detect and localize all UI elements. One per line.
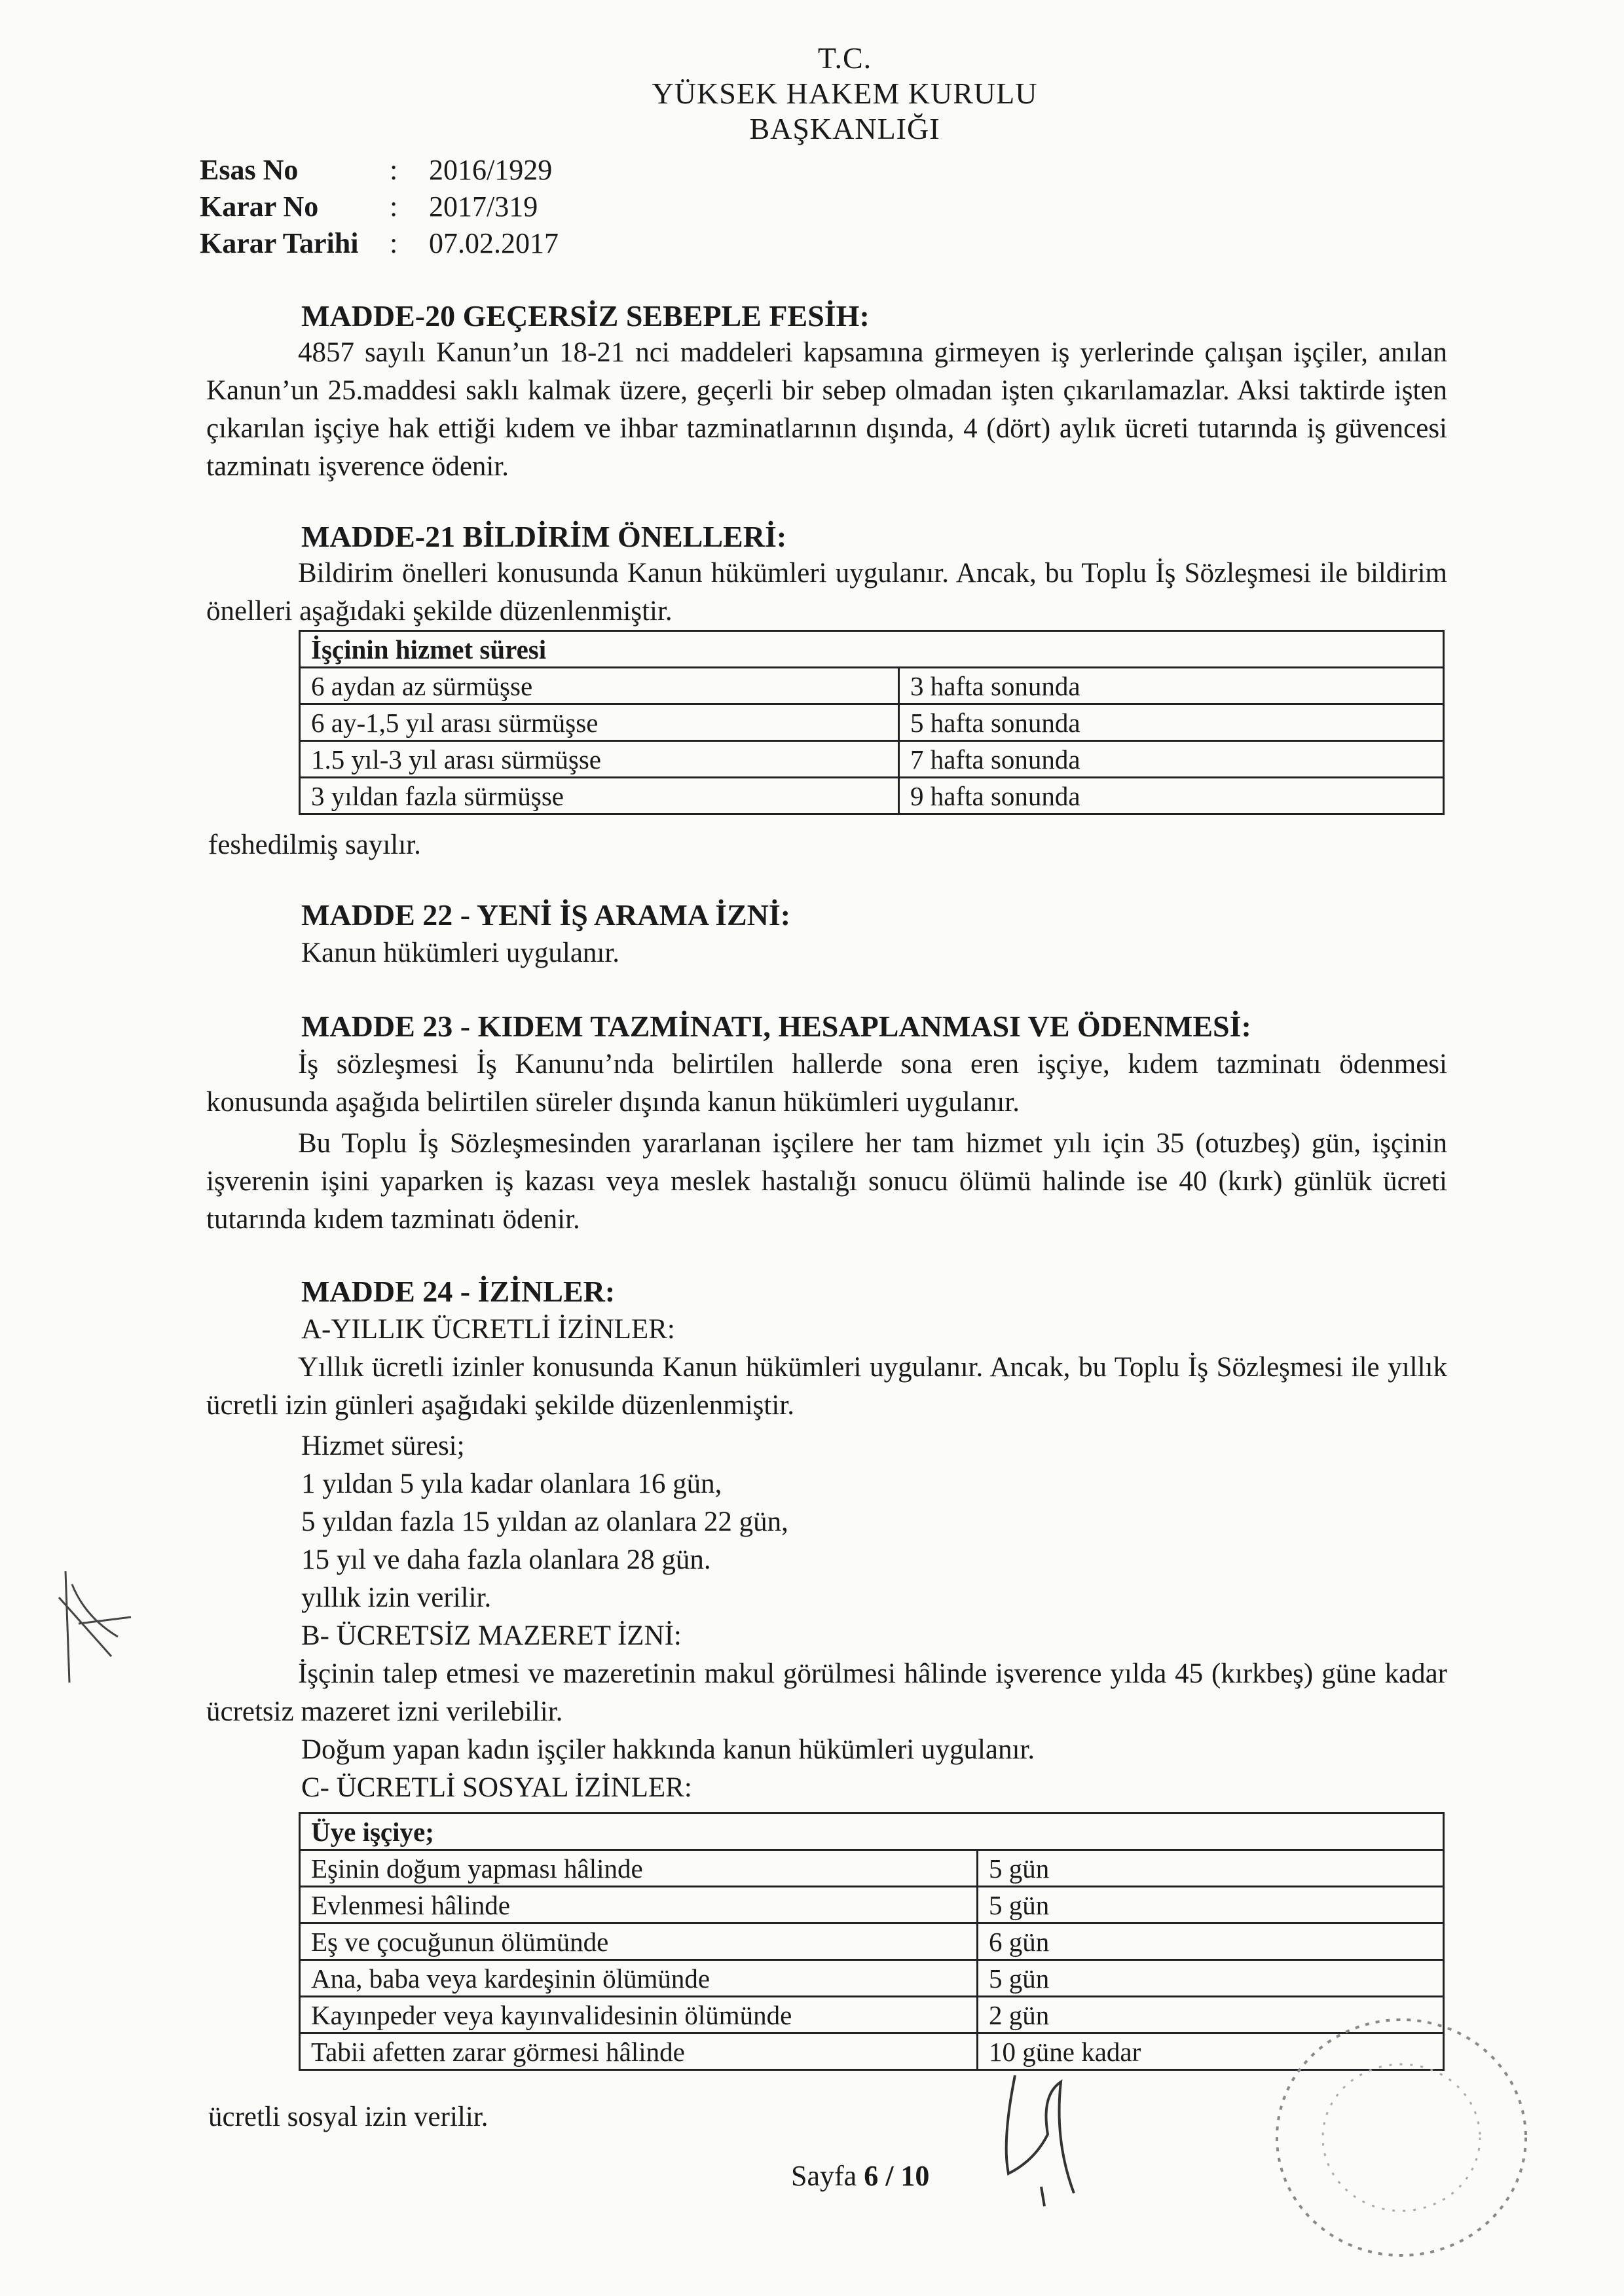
page-number: Sayfa 6 / 10	[791, 2160, 930, 2192]
service-duration-cell: 3 yıldan fazla sürmüşse	[300, 778, 899, 814]
notice-period-cell: 7 hafta sonunda	[899, 741, 1444, 778]
table-header-row	[300, 631, 1444, 668]
service-duration-cell: 6 aydan az sürmüşse	[300, 668, 899, 704]
leave-days-cell: 6 gün	[978, 1923, 1444, 1960]
article-20-title: MADDE-20 GEÇERSİZ SEBEPLE FESİH:	[301, 299, 870, 333]
notice-period-cell: 3 hafta sonunda	[899, 668, 1444, 704]
leave-reason-cell: Eş ve çocuğunun ölümünde	[300, 1923, 978, 1960]
meta-karar-no: Karar No : 2017/319	[200, 191, 538, 223]
table-row	[300, 1960, 1444, 1997]
unpaid-leave-text: İşçinin talep etmesi ve mazeretinin makul görülmesi hâlinde işverence yılda 45 (kırkbeş) güne kadar ücretsiz mazeret izni verilebilir.	[206, 1658, 1447, 1727]
notice-period-table	[299, 630, 1445, 815]
case-meta	[200, 152, 559, 262]
annual-leave-text: Yıllık ücretli izinler konusunda Kanun hükümleri uygulanır. Ancak, bu Toplu İş Sözleşmesi ile yıllık ücretli izin günleri aşağıdaki şekilde düzenlenmiştir.	[206, 1352, 1447, 1421]
article-21-after: feshedilmiş sayılır.	[208, 829, 421, 860]
article-22-text: Kanun hükümleri uygulanır.	[301, 938, 620, 968]
header-line-1: T.C.	[817, 41, 872, 75]
table-header-cell: İşçinin hizmet süresi	[300, 631, 1444, 668]
social-leave-title: C- ÜCRETLİ SOSYAL İZİNLER:	[301, 1772, 692, 1803]
leave-days-cell: 5 gün	[978, 1850, 1444, 1887]
table-row	[300, 1887, 1444, 1923]
service-duration-cell: 6 ay-1,5 yıl arası sürmüşse	[300, 704, 899, 741]
table-header-row	[300, 1813, 1444, 1850]
article-21-title: MADDE-21 BİLDİRİM ÖNELLERİ:	[301, 520, 787, 553]
leave-reason-cell: Ana, baba veya kardeşinin ölümünde	[300, 1960, 978, 1997]
unpaid-leave-title: B- ÜCRETSİZ MAZERET İZNİ:	[301, 1620, 682, 1651]
article-23-paragraph-1: İş sözleşmesi İş Kanunu’nda belirtilen hallerde sona eren işçiye, kıdem tazminatı ödenmesi konusunda aşağıda belirtilen süreler dışında kanun hükümleri uygulanır.	[206, 1049, 1447, 1118]
leave-days-cell: 2 gün	[978, 1997, 1444, 2033]
table-row	[300, 778, 1444, 814]
leave-reason-cell: Evlenmesi hâlinde	[300, 1887, 978, 1923]
annual-leave-line: Hizmet süresi;	[301, 1430, 465, 1461]
leave-reason-cell: Eşinin doğum yapması hâlinde	[300, 1850, 978, 1887]
leave-reason-cell: Kayınpeder veya kayınvalidesinin ölümünde	[300, 1997, 978, 2033]
leave-days-cell: 5 gün	[978, 1887, 1444, 1923]
table-row	[300, 741, 1444, 778]
annual-leave-title: A-YILLIK ÜCRETLİ İZİNLER:	[301, 1314, 675, 1345]
notice-period-cell: 9 hafta sonunda	[899, 778, 1444, 814]
service-duration-cell: 1.5 yıl-3 yıl arası sürmüşse	[300, 741, 899, 778]
meta-karar-tarihi: Karar Tarihi : 07.02.2017	[200, 227, 559, 259]
meta-esas-no: Esas No : 2016/1929	[200, 154, 553, 186]
table-row	[300, 704, 1444, 741]
unpaid-leave-note: Doğum yapan kadın işçiler hakkında kanun hükümleri uygulanır.	[301, 1734, 1035, 1765]
table-row	[300, 1850, 1444, 1887]
table-row	[300, 1923, 1444, 1960]
handwritten-signature	[995, 2062, 1100, 2213]
issuer-header	[517, 41, 1172, 147]
table-row	[300, 668, 1444, 704]
leave-days-cell: 10 güne kadar	[978, 2033, 1444, 2070]
article-22-title: MADDE 22 - YENİ İŞ ARAMA İZNİ:	[301, 898, 791, 932]
annual-leave-line: 5 yıldan fazla 15 yıldan az olanlara 22 gün,	[301, 1506, 788, 1537]
article-21-text: Bildirim önelleri konusunda Kanun hükümleri uygulanır. Ancak, bu Toplu İş Sözleşmesi ile bildirim önelleri aşağıdaki şekilde düzenlenmiştir.	[206, 558, 1447, 627]
article-23-title: MADDE 23 - KIDEM TAZMİNATI, HESAPLANMASI VE ÖDENMESİ:	[301, 1010, 1251, 1043]
official-seal-stamp	[1257, 1997, 1545, 2272]
social-leave-after: ücretli sosyal izin verilir.	[208, 2102, 489, 2132]
annual-leave-lines	[301, 1427, 788, 1617]
article-23-paragraph-2: Bu Toplu İş Sözleşmesinden yararlanan işçilere her tam hizmet yılı için 35 (otuzbeş) gün, işçinin işverenin işini yaparken iş kazası veya meslek hastalığı sonucu ölümü halinde ise 40 (kırk) günlük ücreti tutarında kıdem tazminatı ödenir.	[206, 1128, 1447, 1235]
annual-leave-line: 1 yıldan 5 yıla kadar olanlara 16 gün,	[301, 1468, 722, 1499]
header-line-3: BAŞKANLIĞI	[749, 112, 940, 145]
annual-leave-line: 15 yıl ve daha fazla olanlara 28 gün.	[301, 1544, 711, 1575]
header-line-2: YÜKSEK HAKEM KURULU	[652, 77, 1038, 110]
leave-days-cell: 5 gün	[978, 1960, 1444, 1997]
margin-initial-mark	[39, 1558, 157, 1689]
leave-reason-cell: Tabii afetten zarar görmesi hâlinde	[300, 2033, 978, 2070]
notice-period-cell: 5 hafta sonunda	[899, 704, 1444, 741]
article-24-title: MADDE 24 - İZİNLER:	[301, 1275, 616, 1308]
table-header-cell: Üye işçiye;	[300, 1813, 1444, 1850]
annual-leave-line: yıllık izin verilir.	[301, 1582, 492, 1613]
article-20-text: 4857 sayılı Kanun’un 18-21 nci maddeleri kapsamına girmeyen iş yerlerinde çalışan işçiler, anılan Kanun’un 25.maddesi saklı kalmak üzere, geçerli bir sebep olmadan işten çıkarılamazlar. Aksi taktirde işten çıkarılan işçiye hak ettiği kıdem ve ihbar tazminatlarının dışında, 4 (dört) aylık ücreti tutarında iş güvencesi tazminatı işverence ödenir.	[206, 337, 1447, 482]
